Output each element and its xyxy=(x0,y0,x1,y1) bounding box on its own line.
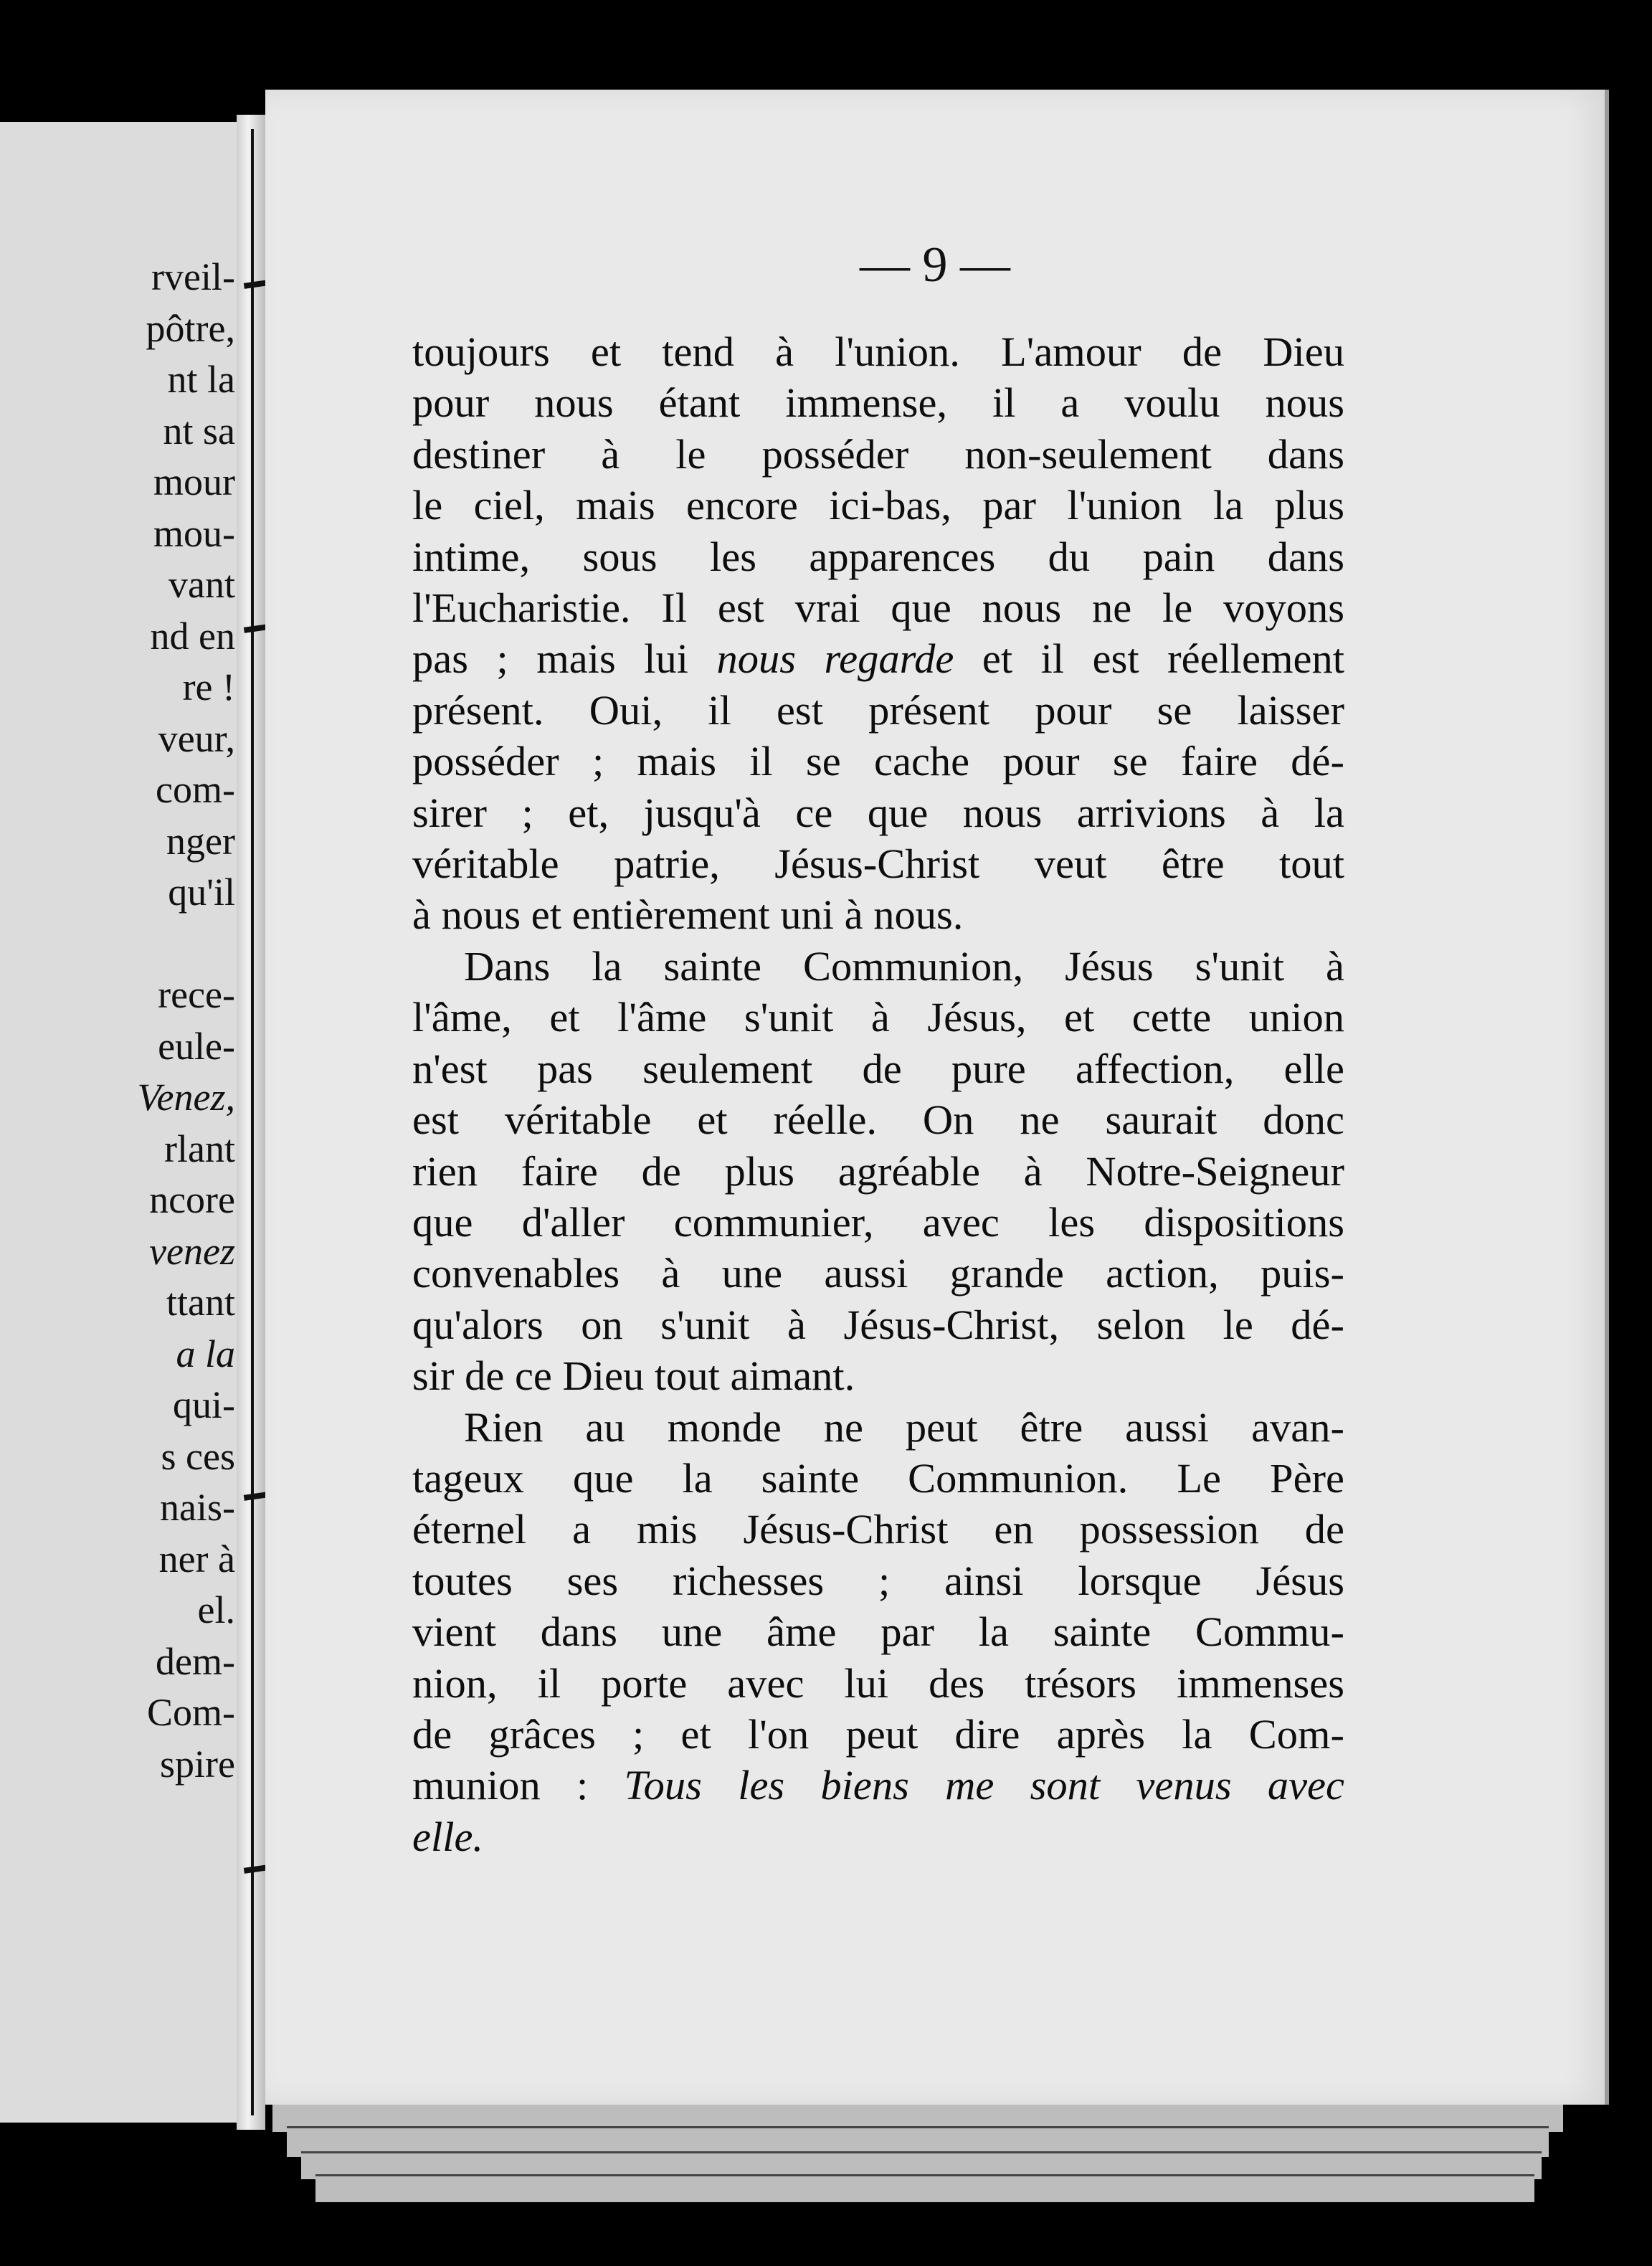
left-page-fragment: el. xyxy=(197,1588,235,1631)
left-page-fragment: qu'il xyxy=(168,871,235,914)
left-page-fragment: venez xyxy=(149,1229,235,1273)
left-page-fragment: vant xyxy=(168,563,235,606)
text-line: posséder ; mais il se cache pour se faire dé- xyxy=(412,738,1344,785)
left-page-fragment: Com- xyxy=(146,1691,235,1734)
text-line: véritable patrie, Jésus-Christ veut être tout xyxy=(412,840,1344,888)
text-line: tageux que la sainte Communion. Le Père xyxy=(412,1454,1344,1502)
left-page-fragment: mour xyxy=(153,460,235,503)
body-text xyxy=(412,326,1344,1862)
left-page-fragment: nt sa xyxy=(163,409,235,452)
page-edge xyxy=(315,2174,1534,2202)
left-page-fragment: mou- xyxy=(153,511,235,555)
text-line: nion, il porte avec lui des trésors immenses xyxy=(412,1659,1344,1707)
left-page-fragment: re ! xyxy=(182,665,235,708)
text-line: elle. xyxy=(412,1813,484,1860)
text-run: et il est réellement xyxy=(954,635,1344,683)
binding-line xyxy=(251,129,254,2115)
left-page-fragment: eule- xyxy=(158,1024,235,1068)
left-page-fragment: ncore xyxy=(149,1178,235,1221)
left-page-fragment: Venez, xyxy=(137,1076,235,1119)
right-page xyxy=(265,90,1609,2105)
left-page xyxy=(0,122,244,2123)
text-line: l'âme, et l'âme s'unit à Jésus, et cette union xyxy=(412,994,1344,1041)
text-line: convenables à une aussi grande action, puis- xyxy=(412,1250,1344,1297)
text-line: de grâces ; et l'on peut dire après la Com- xyxy=(412,1710,1344,1758)
text-run: pas ; mais lui xyxy=(412,635,717,683)
left-page-fragment: rveil- xyxy=(151,255,235,298)
text-line: toujours et tend à l'union. L'amour de Dieu xyxy=(412,328,1344,375)
left-page-fragment: dem- xyxy=(156,1639,235,1683)
text-line: est véritable et réelle. On ne saurait donc xyxy=(412,1096,1344,1144)
text-line: Rien au monde ne peut être aussi avan- xyxy=(464,1403,1344,1451)
text-run: munion : xyxy=(412,1762,625,1809)
left-page-fragment: com- xyxy=(156,768,235,811)
italic-run: nous regarde xyxy=(716,635,954,683)
text-line: toutes ses richesses ; ainsi lorsque Jésus xyxy=(412,1557,1344,1604)
left-page-fragment: ner à xyxy=(158,1537,235,1580)
text-line: l'Eucharistie. Il est vrai que nous ne le voyons xyxy=(412,584,1344,632)
page-number: — 9 — xyxy=(860,237,1010,293)
text-line: pour nous étant immense, il a voulu nous xyxy=(412,379,1344,427)
text-line: intime, sous les apparences du pain dans xyxy=(412,533,1344,580)
text-line: qu'alors on s'unit à Jésus-Christ, selon le dé- xyxy=(412,1301,1344,1348)
text-line: Dans la sainte Communion, Jésus s'unit à xyxy=(464,942,1344,990)
left-page-fragment: veur, xyxy=(158,716,235,760)
left-page-fragment: rlant xyxy=(164,1127,235,1170)
text-line: présent. Oui, il est présent pour se laisser xyxy=(412,686,1344,734)
left-page-fragment: pôtre, xyxy=(146,306,235,350)
italic-run: Tous les biens me sont venus avec xyxy=(624,1762,1344,1809)
text-line: sirer ; et, jusqu'à ce que nous arrivions à la xyxy=(412,789,1344,836)
text-line xyxy=(412,1760,1344,1811)
text-line: le ciel, mais encore ici-bas, par l'union la plus xyxy=(412,482,1344,529)
text-line: destiner à le posséder non-seulement dans xyxy=(412,430,1344,478)
left-page-fragment: ttant xyxy=(166,1281,235,1324)
text-line: à nous et entièrement uni à nous. xyxy=(412,891,964,939)
left-page-fragment: nd en xyxy=(150,614,235,658)
left-page-fragment: nt la xyxy=(167,358,235,401)
text-line: n'est pas seulement de pure affection, elle xyxy=(412,1045,1344,1092)
left-page-fragment: a la xyxy=(176,1332,235,1375)
left-page-fragment: qui- xyxy=(173,1383,235,1426)
left-page-fragment: nais- xyxy=(160,1486,235,1529)
left-page-fragment: s ces xyxy=(161,1434,235,1478)
left-page-fragment: spire xyxy=(160,1742,235,1786)
left-page-fragment: nger xyxy=(166,819,235,863)
text-line: vient dans une âme par la sainte Commu- xyxy=(412,1608,1344,1656)
text-line: rien faire de plus agréable à Notre-Seigneur xyxy=(412,1147,1344,1195)
text-line: éternel a mis Jésus-Christ en possession de xyxy=(412,1506,1344,1553)
text-line xyxy=(412,633,1344,684)
text-line: que d'aller communier, avec les dispositions xyxy=(412,1198,1344,1246)
left-page-fragment: rece- xyxy=(158,973,235,1016)
text-line: sir de ce Dieu tout aimant. xyxy=(412,1352,855,1400)
